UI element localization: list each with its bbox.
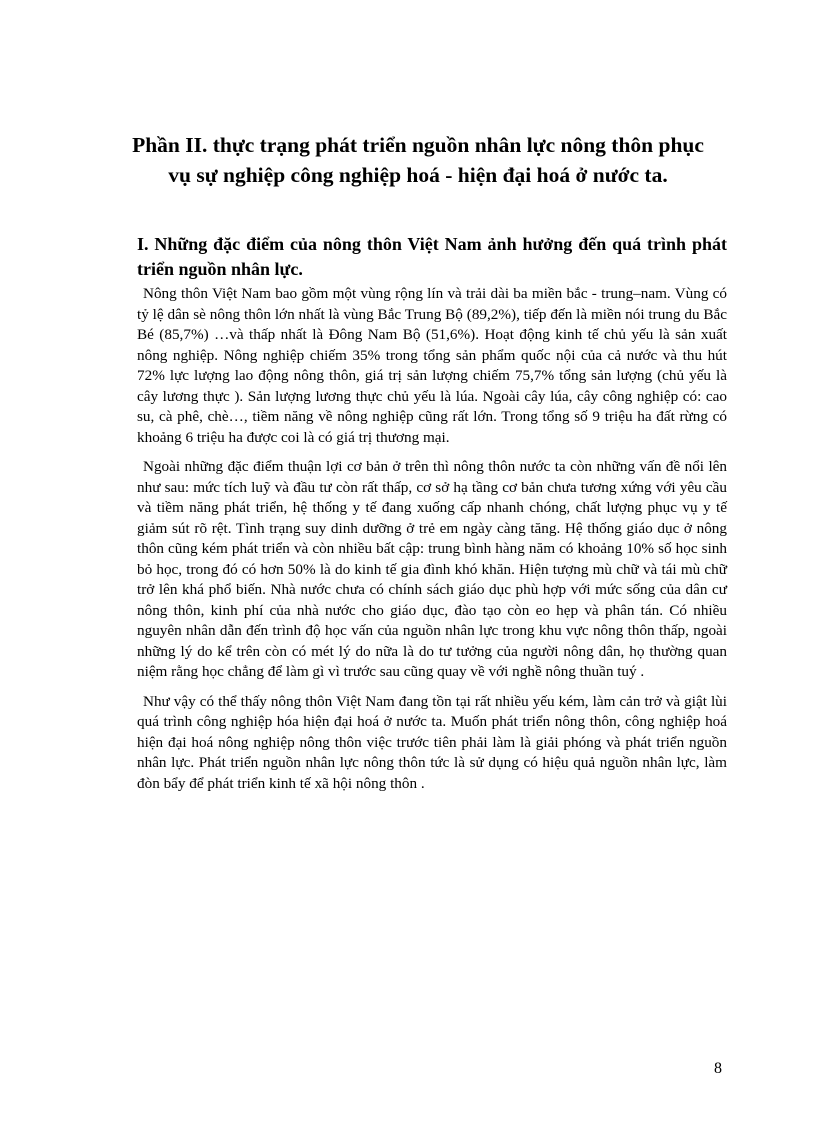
page-title: Phần II. thực trạng phát triển nguồn nhân lực nông thôn phục vụ sự nghiệp công nghiệp hoá - hiện đại hoá ở nước ta.	[132, 133, 704, 187]
paragraph: Như vậy có thể thấy nông thôn Việt Nam đang tồn tại rất nhiều yếu kém, làm cản trở và giật lùi quá trình công nghiệp hóa hiện đại hoá ở nước ta. Muốn phát triển nông thôn, công nghiệp hoá hiện đại hoá nông nghiệp nông thôn việc trước tiên phải làm là giải phóng và phát triển nguồn nhân lực. Phát triển nguồn nhân lực nông thôn tức là sử dụng có hiệu quả nguồn nhân lực, làm đòn bẩy để phát triển kinh tế xã hội nông thôn .	[137, 692, 727, 792]
page-number: 8	[714, 1060, 722, 1077]
paragraph: Ngoài những đặc điểm thuận lợi cơ bản ở trên thì nông thôn nước ta còn những vấn đề nổi lên như sau: mức tích luỹ và đầu tư còn rất thấp, cơ sở hạ tầng cơ bản chưa tương xứng với yêu cầu và tiềm năng phát triển, hệ thống y tế đang xuống cấp nhanh chóng, chất lượng phục vụ y tế giảm sút rõ rệt. Tình trạng suy dinh dưỡng ở trẻ em ngày càng tăng. Hệ thống giáo dục ở nông thôn cũng kém phát triển và còn nhiều bất cập: trung bình hàng năm có khoảng 10% số học sinh bỏ học, trong đó có hơn 50% là do kinh tế gia đình khó khăn. Hiện tượng mù chữ và tái mù chữ trở lên khá phổ biến. Nhà nước chưa có chính sách giáo dục phù hợp với mức sống của dân cư nông thôn, kinh phí của nhà nước cho giáo dục, đào tạo còn eo hẹp và phân tán. Có nhiều nguyên nhân dẫn đến trình độ học vấn của nguồn nhân lực trong khu vực nông thôn thấp, ngoài những lý do kể trên còn có mét lý do nữa là do tư tưởng của người nông dân, họ thường quan niệm rằng học chẳng để làm gì vì trước sau cũng quay về với nghề nông thuần tuý .	[137, 458, 727, 680]
paragraph: Nông thôn Việt Nam bao gồm một vùng rộng lín và trải dài ba miền bắc - trung–nam. Vùng có tỷ lệ dân sè nông thôn lớn nhất là vùng Bắc Trung Bộ (89,2%), tiếp đến là miền nói trung du Bắc Bé (85,7%) …và thấp nhất là Đông Nam Bộ (51,6%). Hoạt động kinh tế chủ yếu là sản xuất nông nghiệp. Nông nghiệp chiếm 35% trong tổng sản phẩm quốc nội của cả nước và thu hút 72% lực lượng lao động nông thôn, giá trị sản lượng chiếm 75,7% tổng sản lượng (chủ yếu là cây lương thực ). Sản lượng lương thực chủ yếu là lúa. Ngoài cây lúa, cây công nghiệp có: cao su, cà phê, chè…, tiềm năng về nông nghiệp cũng rất lớn. Trong tổng số 9 triệu ha đất rừng có khoảng 6 triệu ha được coi là có giá trị thương mại.	[137, 285, 727, 446]
section-heading: I. Những đặc điểm của nông thôn Việt Nam ảnh hưởng đến quá trình phát triển nguồn nhân lực.	[137, 234, 727, 279]
body-text	[137, 284, 727, 803]
